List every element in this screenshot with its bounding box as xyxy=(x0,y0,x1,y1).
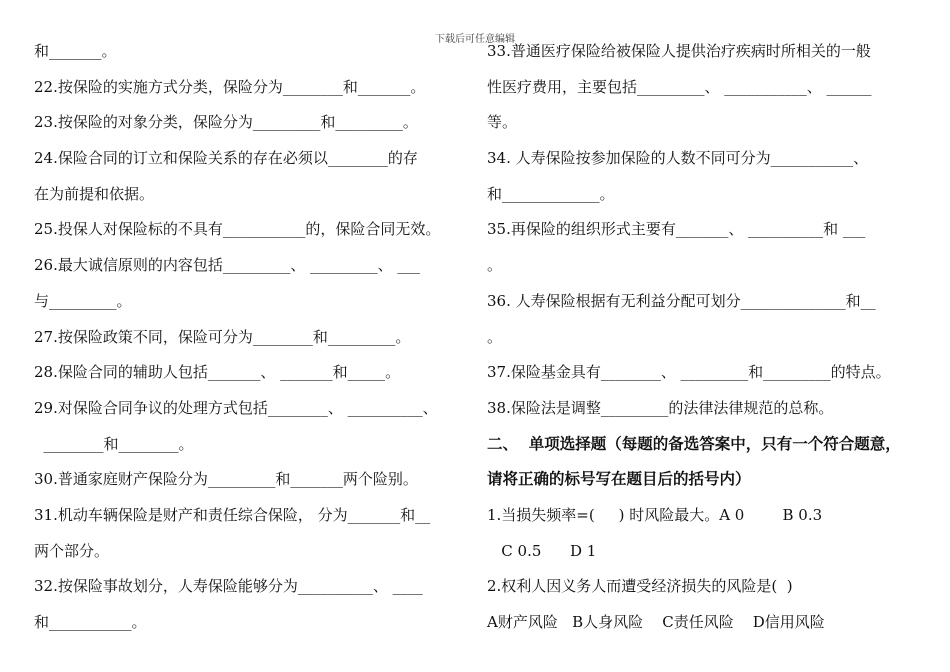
text-line: 等。 xyxy=(487,113,518,132)
text-line: 和___________。 xyxy=(34,613,147,631)
question-24: 24.保险合同的订立和保险关系的存在必须以________的存 xyxy=(34,149,418,168)
question-34: 34. 人寿保险按参加保险的人数不同可分为___________、 xyxy=(487,149,869,168)
mc-question-2: 2.权利人因义务人而遭受经济损失的风险是( ) xyxy=(487,577,793,596)
question-36: 36. 人寿保险根据有无利益分配可划分______________和__ xyxy=(487,291,876,310)
question-28: 28.保险合同的辅助人包括_______、 _______和_____。 xyxy=(34,363,401,382)
question-32: 32.按保险事故划分，人寿保险能够分为__________、 ____ xyxy=(34,577,423,596)
question-38: 38.保险法是调整_________的法律法律规范的总称。 xyxy=(487,398,834,417)
text-line: 。 xyxy=(487,327,503,346)
question-26: 26.最大诚信原则的内容包括_________、 _________、 ___ xyxy=(34,256,420,275)
left-column xyxy=(34,34,474,641)
question-35: 35.再保险的组织形式主要有_______、 __________和 ___ xyxy=(487,220,866,239)
mc-question-2-options: A财产风险 B人身风险 C责任风险 D信用风险 xyxy=(487,613,825,631)
question-25: 25.投保人对保险标的不具有___________的，保险合同无效。 xyxy=(34,220,441,239)
question-30: 30.普通家庭财产保险分为_________和_______两个险别。 xyxy=(34,470,418,489)
page-header-note: 下载后可任意编辑 xyxy=(435,34,515,45)
question-37: 37.保险基金具有________、 _________和_________的特点。 xyxy=(487,363,891,382)
text-line: 在为前提和依据。 xyxy=(34,184,155,203)
text-line: 。 xyxy=(487,256,503,275)
question-23: 23.按保险的对象分类，保险分为_________和_________。 xyxy=(34,113,418,132)
text-line: 性医疗费用，主要包括_________、 ___________、 ______ xyxy=(487,77,872,96)
section-title: 二、 单项选择题（每题的备选答案中，只有一个符合题意， xyxy=(487,434,901,453)
text-line: 两个部分。 xyxy=(34,541,110,560)
question-22: 22.按保险的实施方式分类，保险分为________和_______。 xyxy=(34,77,426,96)
question-29: 29.对保险合同争议的处理方式包括________、 __________、 xyxy=(34,398,438,417)
text-line: 和_____________。 xyxy=(487,184,615,203)
mc-question-1: 1.当损失频率=( ) 时风险最大。A 0 B 0.3 xyxy=(487,505,823,524)
section-instructions: 请将正确的标号写在题目后的括号内） xyxy=(487,470,751,489)
question-33: 33.普通医疗保险给被保险人提供治疗疾病时所相关的一般 xyxy=(487,42,871,60)
question-27: 27.按保险政策不同，保险可分为________和_________。 xyxy=(34,327,411,346)
text-line: ________和________。 xyxy=(34,434,194,453)
text-line: 和_______。 xyxy=(34,42,117,60)
mc-question-1-options: C 0.5 D 1 xyxy=(487,541,597,560)
right-column xyxy=(487,34,927,641)
question-31: 31.机动车辆保险是财产和责任综合保险， 分为_______和__ xyxy=(34,505,431,524)
text-line: 与_________。 xyxy=(34,291,132,310)
